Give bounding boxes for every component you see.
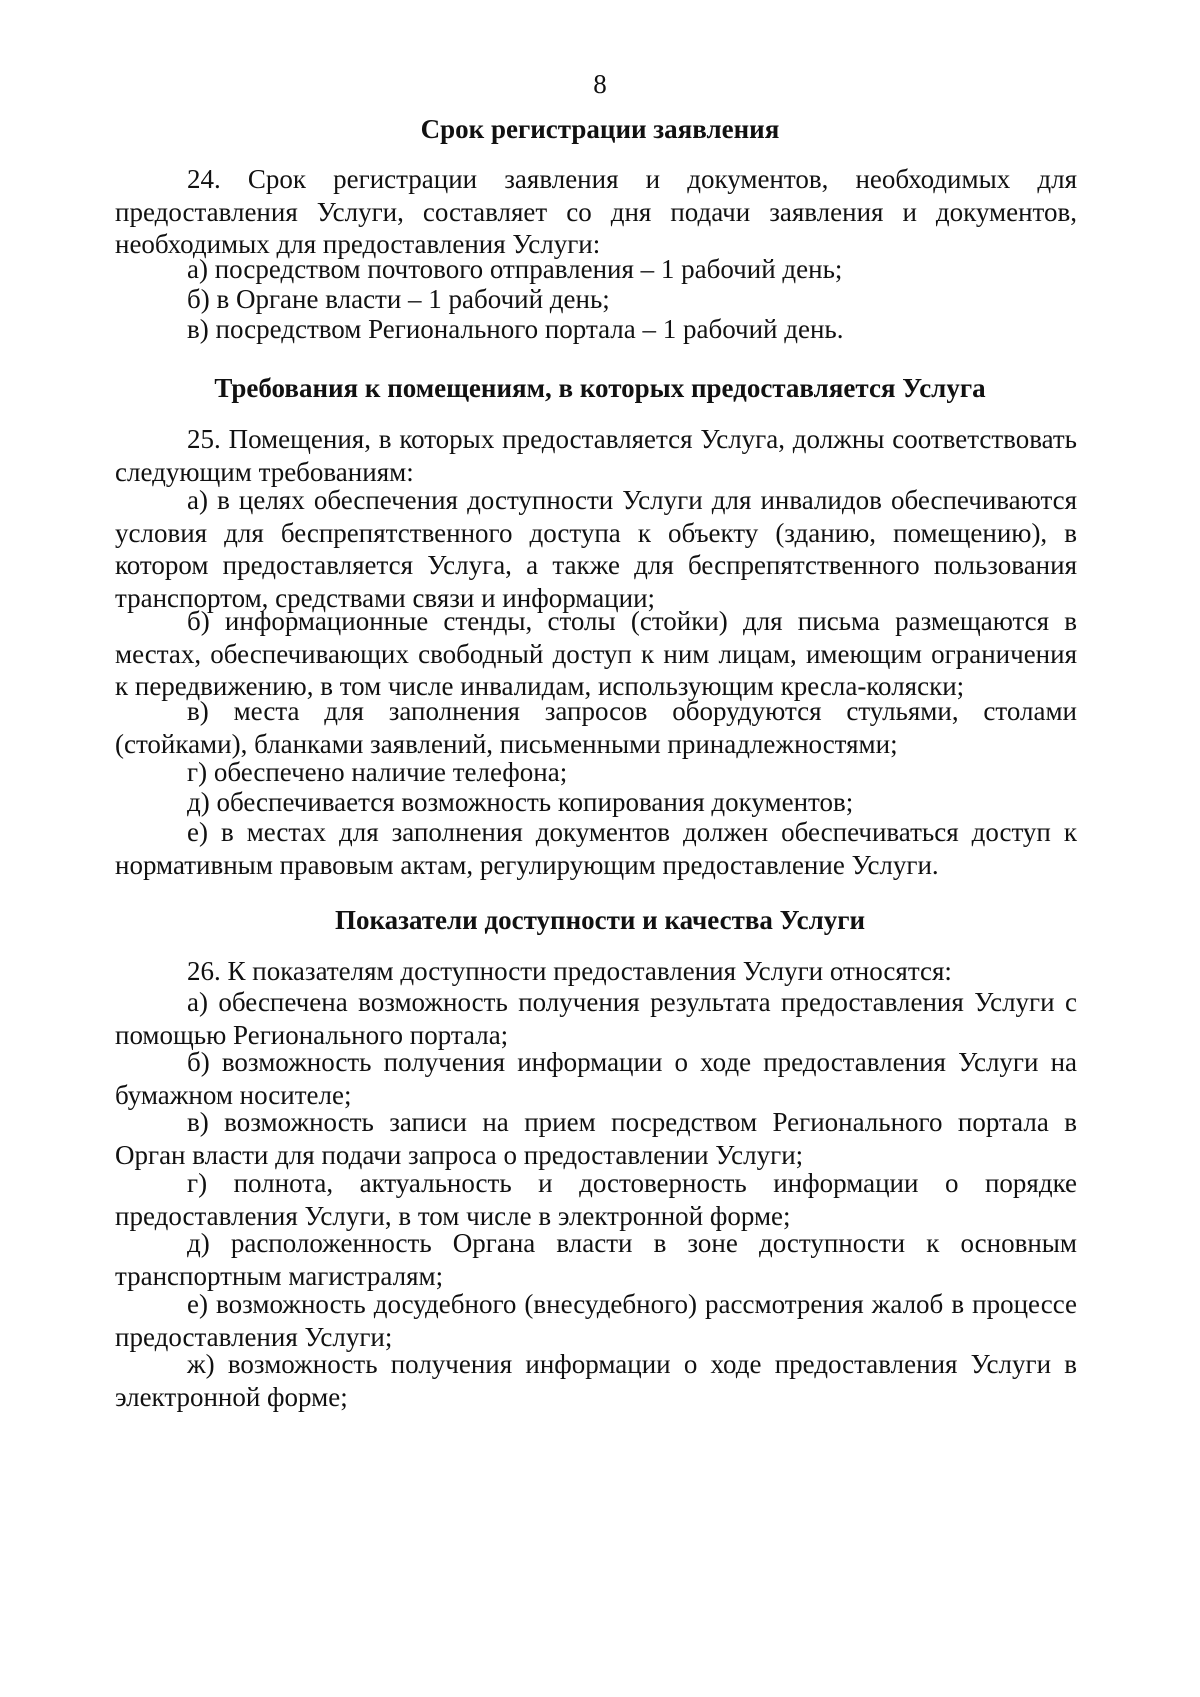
paragraph-26-f: е) возможность досудебного (внесудебного) рассмотрения жалоб в процессе предоставления Услуги; xyxy=(115,1289,1077,1352)
paragraph-25-e: д) обеспечивается возможность копирования документов; xyxy=(187,787,854,817)
page-number: 8 xyxy=(593,69,607,99)
paragraph-24-c: в) посредством Регионального портала – 1 рабочий день. xyxy=(187,314,844,344)
paragraph-24-b: б) в Органе власти – 1 рабочий день; xyxy=(187,284,610,314)
paragraph-25-b: б) информационные стенды, столы (стойки) для письма размещаются в местах, обеспечивающих свободный доступ к ним лицам, имеющим ограничения к передвижению, в том числе инвалидам, использующим кресла-коляски; xyxy=(115,606,1077,701)
paragraph-25-d: г) обеспечено наличие телефона; xyxy=(187,757,568,787)
paragraph-24-a: а) посредством почтового отправления – 1 рабочий день; xyxy=(187,254,843,284)
paragraph-26-d: г) полнота, актуальность и достоверность информации о порядке предоставления Услуги, в том числе в электронной форме; xyxy=(115,1168,1077,1231)
section-heading-registration-term: Срок регистрации заявления xyxy=(420,114,780,144)
paragraph-26: 26. К показателям доступности предоставления Услуги относятся: xyxy=(187,956,952,986)
section-heading-availability-quality: Показатели доступности и качества Услуги xyxy=(334,905,866,935)
paragraph-26-a: а) обеспечена возможность получения результата предоставления Услуги с помощью Регионального портала; xyxy=(115,987,1077,1050)
paragraph-26-c: в) возможность записи на прием посредством Регионального портала в Орган власти для подачи запроса о предоставлении Услуги; xyxy=(115,1107,1077,1170)
paragraph-24: 24. Срок регистрации заявления и документов, необходимых для предоставления Услуги, составляет со дня подачи заявления и документов, необходимых для предоставления Услуги: xyxy=(115,164,1077,259)
paragraph-25: 25. Помещения, в которых предоставляется Услуга, должны соответствовать следующим требованиям: xyxy=(115,424,1077,487)
paragraph-25-f: е) в местах для заполнения документов должен обеспечиваться доступ к нормативным правовым актам, регулирующим предоставление Услуги. xyxy=(115,817,1077,880)
section-heading-premises-requirements: Требования к помещениям, в которых предоставляется Услуга xyxy=(214,373,986,403)
paragraph-25-c: в) места для заполнения запросов оборудуются стульями, столами (стойками), бланками заявлений, письменными принадлежностями; xyxy=(115,696,1077,759)
paragraph-26-e: д) расположенность Органа власти в зоне доступности к основным транспортным магистралям; xyxy=(115,1228,1077,1291)
paragraph-26-b: б) возможность получения информации о ходе предоставления Услуги на бумажном носителе; xyxy=(115,1047,1077,1110)
paragraph-26-g: ж) возможность получения информации о ходе предоставления Услуги в электронной форме; xyxy=(115,1349,1077,1412)
paragraph-25-a: а) в целях обеспечения доступности Услуги для инвалидов обеспечиваются условия для беспрепятственного доступа к объекту (зданию, помещению), в котором предоставляется Услуга, а также для беспрепятственного пользования транспортом, средствами связи и информации; xyxy=(115,485,1077,613)
